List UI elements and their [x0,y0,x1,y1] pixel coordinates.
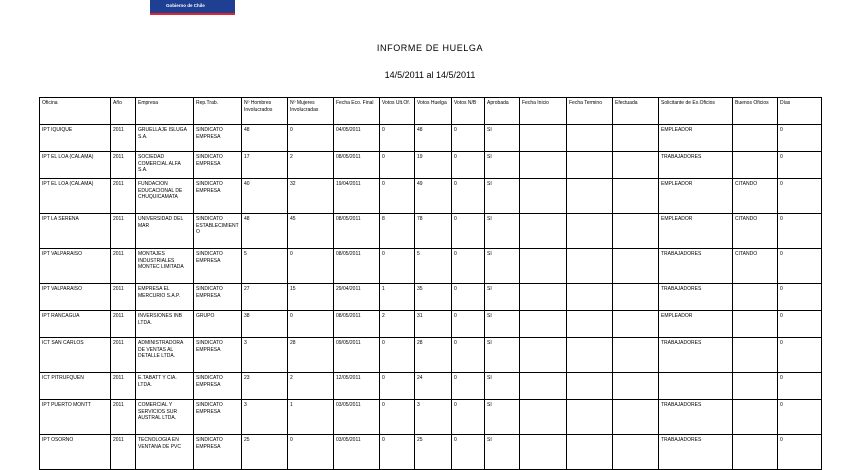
table-cell: CITANDO [733,249,778,284]
table-cell [520,214,567,249]
table-cell [733,373,778,400]
table-cell: 48 [415,125,452,152]
table-cell [733,152,778,179]
table-cell: 0 [380,125,415,152]
table-cell: 0 [380,400,415,435]
table-cell [567,179,613,214]
table-cell: TRABAJADORES [659,284,733,311]
table-row [40,125,822,152]
table-cell: 31 [415,311,452,338]
table-cell: 3 [242,400,288,435]
table-cell: 0 [380,249,415,284]
table-cell: SINDICATO EMPRESA [194,435,242,470]
table-cell: TRABAJADORES [659,249,733,284]
report-date-range: 14/5/2011 al 14/5/2011 [384,70,476,80]
table-cell [520,338,567,373]
table-cell [520,373,567,400]
table-cell [613,214,659,249]
column-header: Aprobada [485,98,520,125]
table-row [40,338,822,373]
table-cell: 0 [452,373,485,400]
table-cell: 25 [415,435,452,470]
table-cell [613,125,659,152]
table-cell: 0 [452,338,485,373]
table-cell [520,249,567,284]
table-cell: 0 [778,179,822,214]
table-cell: TRABAJADORES [659,435,733,470]
table-cell: 48 [242,125,288,152]
table-cell [733,311,778,338]
table-cell: 0 [380,179,415,214]
table-cell: ICT SAN CARLOS [40,338,111,373]
table-cell: 29/04/2011 [334,284,380,311]
table-cell: 5 [242,249,288,284]
table-cell: IPT RANCAGUA [40,311,111,338]
table-cell: 1 [380,284,415,311]
table-cell [567,214,613,249]
table-cell: SINDICATO EMPRESA [194,373,242,400]
table-cell [733,284,778,311]
column-header: Votos Ult.Of. [380,98,415,125]
table-cell: 2011 [111,125,136,152]
table-cell [567,435,613,470]
table-cell: CITANDO [733,179,778,214]
table-cell: 19/04/2011 [334,179,380,214]
table-cell: 24 [415,373,452,400]
table-cell: EMPLEADOR [659,214,733,249]
table-cell: 0 [380,435,415,470]
table-cell: 45 [288,214,334,249]
table-cell: 28 [415,338,452,373]
table-cell [567,400,613,435]
table-cell: 15 [288,284,334,311]
table-cell: 08/05/2011 [334,152,380,179]
table-cell: 2011 [111,249,136,284]
table-cell: SINDICATO EMPRESA [194,284,242,311]
table-cell: 0 [778,214,822,249]
table-cell: GRUPO [194,311,242,338]
table-cell: 3 [415,400,452,435]
table-cell: 2011 [111,214,136,249]
column-header: Empresa [136,98,194,125]
table-cell: IPT PUERTO MONTT [40,400,111,435]
table-cell: SI [485,179,520,214]
table-cell: CITANDO [733,214,778,249]
table-cell: IPT LA SERENA [40,214,111,249]
table-header-row [40,98,822,125]
table-cell: 49 [415,179,452,214]
table-cell: 2011 [111,338,136,373]
table-row [40,179,822,214]
table-cell [520,400,567,435]
table-cell [659,373,733,400]
table-cell: SI [485,249,520,284]
table-cell: 0 [452,125,485,152]
table-cell: 27 [242,284,288,311]
table-cell: GRUELLAJE ISLUGA S.A. [136,125,194,152]
table-cell [520,284,567,311]
table-cell: 19 [415,152,452,179]
table-cell: 2011 [111,400,136,435]
table-cell: SINDICATO EMPRESA [194,179,242,214]
table-row [40,435,822,470]
table-cell: 48 [242,214,288,249]
table-cell: ICT PITRUFQUEN [40,373,111,400]
strike-report-table [39,97,822,470]
table-cell: 78 [415,214,452,249]
table-cell: 32 [288,179,334,214]
table-cell: 0 [288,311,334,338]
column-header: Rep.Trab. [194,98,242,125]
table-cell: 08/05/2011 [334,249,380,284]
table-cell: IPT EL LOA (CALAMA) [40,179,111,214]
column-header: Fecha Eco. Final [334,98,380,125]
table-cell [520,125,567,152]
table-cell: IPT OSORNO [40,435,111,470]
column-header: Nº Hombres Involucrados [242,98,288,125]
table-cell: 0 [380,338,415,373]
table-cell: SI [485,400,520,435]
table-cell: 25 [242,435,288,470]
table-cell: 0 [452,311,485,338]
table-cell: SI [485,125,520,152]
table-cell: 2011 [111,373,136,400]
table-cell: 8 [380,214,415,249]
table-cell: ADMINISTRADORA DE VENTAS AL DETALLE LTDA. [136,338,194,373]
table-row [40,373,822,400]
table-cell: SINDICATO ESTABLECIMIENTO [194,214,242,249]
table-cell: SI [485,152,520,179]
table-cell: 0 [452,435,485,470]
table-cell: 28 [288,338,334,373]
table-cell [520,179,567,214]
table-cell: 2 [288,152,334,179]
table-cell: 03/05/2011 [334,400,380,435]
table-cell: UNIVERSIDAD DEL MAR [136,214,194,249]
table-cell: SINDICATO EMPRESA [194,400,242,435]
table-cell: COMERCIAL Y SERVICIOS SUR AUSTRAL LTDA. [136,400,194,435]
logo-text: Gobierno de Chile [166,3,205,8]
table-cell: 0 [380,373,415,400]
table-cell: IPT EL LOA (CALAMA) [40,152,111,179]
table-cell: 0 [452,179,485,214]
table-cell: EMPLEADOR [659,179,733,214]
column-header: Oficina [40,98,111,125]
table-cell [613,311,659,338]
table-cell: 0 [452,152,485,179]
table-cell: 2011 [111,311,136,338]
table-cell: 0 [288,125,334,152]
table-row [40,152,822,179]
table-cell: 0 [778,311,822,338]
table-cell: 0 [778,125,822,152]
table-cell: 0 [452,400,485,435]
column-header: Días [778,98,822,125]
table-cell [613,179,659,214]
table-cell: IPT IQUIQUE [40,125,111,152]
table-cell [520,311,567,338]
table-row [40,284,822,311]
table-cell: 0 [288,435,334,470]
table-cell: 5 [415,249,452,284]
table-cell: 03/05/2011 [334,435,380,470]
table-cell: SI [485,311,520,338]
column-header: Buenos Oficios [733,98,778,125]
table-cell: 08/05/2011 [334,311,380,338]
table-cell: 23 [242,373,288,400]
table-cell [520,435,567,470]
column-header: Año [111,98,136,125]
logo-stripe [150,13,235,15]
table-cell: 0 [778,152,822,179]
table-cell: 04/05/2011 [334,125,380,152]
table-cell: EMPLEADOR [659,311,733,338]
column-header: Solicitante de Ex.Oficios [659,98,733,125]
table-cell [567,311,613,338]
table-cell: 38 [242,311,288,338]
table-cell: 0 [778,249,822,284]
table-cell: FUNDACION EDUCACIONAL DE CHUQUICAMATA [136,179,194,214]
table-cell [613,338,659,373]
table-cell [567,152,613,179]
column-header: Fecha Inicio [520,98,567,125]
table-cell: 0 [288,249,334,284]
column-header: Efectuada [613,98,659,125]
table-cell: 0 [778,284,822,311]
table-cell: 17 [242,152,288,179]
table-cell: 40 [242,179,288,214]
table-cell [733,338,778,373]
table-cell: TRABAJADORES [659,152,733,179]
table-cell [567,338,613,373]
table-row [40,400,822,435]
report-title: INFORME DE HUELGA [376,43,484,53]
table-cell: 2 [380,311,415,338]
table-cell [567,249,613,284]
table-cell: EMPRESA EL MERCURIO S.A.P. [136,284,194,311]
table-cell: 08/05/2011 [334,214,380,249]
table-cell: IPT VALPARAISO [40,284,111,311]
table-cell: MONTAJES INDUSTRIALES MONTEC LIMITADA [136,249,194,284]
table-cell: TRABAJADORES [659,400,733,435]
table-row [40,214,822,249]
column-header: Nº Mujeres Involucradas [288,98,334,125]
table-row [40,311,822,338]
table-cell: 2011 [111,179,136,214]
table-cell: TECNOLOGIA EN VENTANA DE PVC [136,435,194,470]
table-cell [733,400,778,435]
table-cell: 1 [288,400,334,435]
table-cell: SINDICATO EMPRESA [194,152,242,179]
table-cell: SINDICATO EMPRESA [194,249,242,284]
table-cell: SINDICATO EMPRESA [194,338,242,373]
table-cell: 2011 [111,152,136,179]
table-cell: 3 [242,338,288,373]
table-cell [520,152,567,179]
column-header: Votos Huelga [415,98,452,125]
table-cell: 0 [452,214,485,249]
table-cell [613,284,659,311]
table-cell: E.TABATT Y CIA. LTDA. [136,373,194,400]
table-cell: 0 [778,338,822,373]
table-cell [733,435,778,470]
table-cell [567,373,613,400]
table-cell [613,373,659,400]
table-row [40,249,822,284]
column-header: Votos N/B [452,98,485,125]
table-cell: 09/05/2011 [334,338,380,373]
table-cell: 0 [778,373,822,400]
table-cell: 2011 [111,435,136,470]
table-cell: EMPLEADOR [659,125,733,152]
table-cell: 2 [288,373,334,400]
table-cell: INVERSIONES INB LTDA. [136,311,194,338]
table-cell: 35 [415,284,452,311]
table-cell [567,125,613,152]
table-cell [733,125,778,152]
table-cell: 12/05/2011 [334,373,380,400]
table-cell: TRABAJADORES [659,338,733,373]
table-cell: 2011 [111,284,136,311]
table-cell: SINDICATO EMPRESA [194,125,242,152]
table-cell: SI [485,214,520,249]
table-cell: IPT VALPARAISO [40,249,111,284]
table-cell: SI [485,284,520,311]
table-cell: SOCIEDAD COMERCIAL ALFA S.A. [136,152,194,179]
table-cell: 0 [778,435,822,470]
table-cell [613,400,659,435]
table-cell [567,284,613,311]
table-cell [613,152,659,179]
table-cell [613,249,659,284]
column-header: Fecha Termino [567,98,613,125]
table-cell [613,435,659,470]
table-cell: 0 [452,284,485,311]
table-cell: 0 [778,400,822,435]
table-cell: SI [485,435,520,470]
table-cell: SI [485,373,520,400]
table-cell: 0 [452,249,485,284]
table-cell: 0 [380,152,415,179]
table-cell: SI [485,338,520,373]
